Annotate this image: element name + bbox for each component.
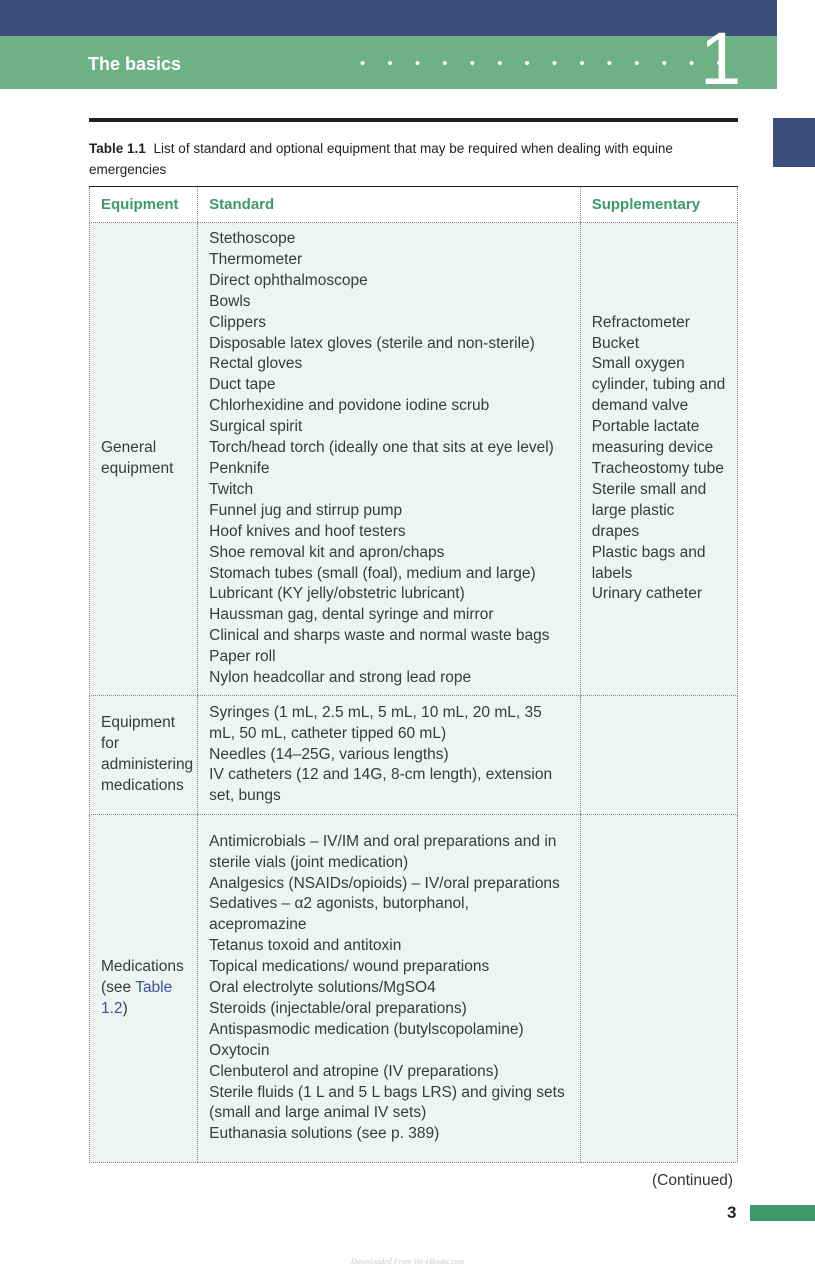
cell-item: Twitch — [209, 480, 254, 498]
table-row — [90, 696, 738, 815]
supplementary-cell — [580, 223, 737, 696]
header-supplementary: Supplementary — [580, 187, 737, 223]
cell-item: Bucket — [591, 334, 640, 352]
cell-item: Duct tape — [209, 376, 276, 394]
cell-item: Funnel jug and stirrup pump — [209, 501, 403, 519]
cell-item: Surgical spirit — [209, 418, 303, 436]
cell-item: Lubricant (KY jelly/obstetric lubricant) — [209, 585, 465, 603]
cell-item: Direct ophthalmoscope — [209, 271, 368, 289]
supplementary-cell — [580, 696, 737, 815]
top-color-band — [0, 0, 777, 36]
standard-cell — [198, 223, 581, 696]
cell-item: Sterile fluids (1 L and 5 L bags LRS) and giving sets (small and large animal IV sets) — [209, 1083, 565, 1122]
table-header-row — [90, 187, 738, 223]
cell-item: Nylon headcollar and strong lead rope — [209, 669, 472, 687]
page-number-bar — [750, 1205, 815, 1221]
cell-item: Steroids (injectable/oral preparations) — [209, 999, 467, 1017]
cell-item: Paper roll — [209, 648, 276, 666]
cell-item: Stethoscope — [209, 230, 296, 248]
header-dots: • • • • • • • • • • • • • • — [360, 55, 731, 72]
page-number: 3 — [727, 1203, 737, 1222]
cell-item: Topical medications/ wound preparations — [209, 958, 490, 976]
cell-item: Analgesics (NSAIDs/opioids) – IV/oral preparations — [209, 874, 560, 892]
table-reference-link[interactable]: Table 1.2 — [101, 979, 173, 1017]
cell-item: Clenbuterol and atropine (IV preparations) — [209, 1062, 499, 1080]
cell-item: Euthanasia solutions (see p. 389) — [209, 1125, 440, 1143]
equipment-table — [89, 186, 738, 1163]
cell-item: Rectal gloves — [209, 355, 303, 373]
cell-item: Bowls — [209, 292, 251, 310]
cell-item: Thermometer — [209, 250, 303, 268]
cell-item: Clinical and sharps waste and normal waste bags — [209, 627, 550, 645]
cell-item: Sedatives – α2 agonists, butorphanol, acepromazine — [209, 895, 469, 934]
equipment-cell: Equipment for administering medications — [90, 696, 198, 815]
chapter-title: The basics — [88, 54, 182, 74]
table-caption-label: Table 1.1 — [89, 141, 146, 156]
standard-cell — [198, 815, 581, 1163]
cell-item: Penknife — [209, 460, 270, 477]
cell-item: Tetanus toxoid and antitoxin — [209, 937, 402, 955]
chapter-side-tab — [773, 118, 815, 167]
table-caption — [89, 138, 738, 180]
table-top-rule — [89, 118, 738, 122]
cell-item: Syringes (1 mL, 2.5 mL, 5 mL, 10 mL, 20 mL, 35 mL, 50 mL, catheter tipped 60 mL) — [209, 703, 542, 742]
table-row — [90, 815, 738, 1163]
cell-item: Disposable latex gloves (sterile and non-sterile) — [209, 334, 535, 352]
cell-item: Oxytocin — [209, 1041, 270, 1059]
supplementary-cell — [580, 815, 737, 1163]
cell-item: Antispasmodic medication (butylscopolamine) — [209, 1020, 524, 1038]
table-caption-text: List of standard and optional equipment that may be required when dealing with equine emergencies — [89, 141, 673, 177]
cell-item: Sterile small and large plastic drapes — [591, 480, 707, 540]
cell-item: Chlorhexidine and povidone iodine scrub — [209, 397, 490, 415]
cell-item: IV catheters (12 and 14G, 8-cm length), extension set, bungs — [209, 766, 553, 805]
continued-note: (Continued) — [652, 1172, 733, 1189]
cell-item: Antimicrobials – IV/IM and oral preparations and in sterile vials (joint medication) — [209, 832, 557, 871]
cell-item: Hoof knives and hoof testers — [209, 522, 406, 540]
equipment-cell: General equipment — [90, 223, 198, 696]
cell-item: Stomach tubes (small (foal), medium and large) — [209, 564, 536, 582]
cell-item: Tracheostomy tube — [591, 460, 724, 477]
equipment-text: ) — [122, 999, 128, 1017]
cell-item: Haussman gag, dental syringe and mirror — [209, 606, 494, 624]
cell-item: Refractometer — [591, 313, 690, 331]
cell-item: Urinary catheter — [591, 585, 702, 603]
equipment-cell — [90, 815, 198, 1163]
standard-cell — [198, 696, 581, 815]
chapter-number: 1 — [700, 17, 742, 100]
table-row — [90, 223, 738, 696]
equipment-text: Medications (see — [101, 958, 184, 997]
cell-item: Plastic bags and labels — [591, 543, 706, 582]
cell-item: Small oxygen cylinder, tubing and demand valve — [591, 355, 726, 415]
cell-item: Portable lactate measuring device — [591, 418, 714, 457]
header-equipment: Equipment — [90, 187, 198, 223]
cell-item: Shoe removal kit and apron/chaps — [209, 543, 445, 561]
cell-item: Torch/head torch (ideally one that sits at eye level) — [209, 439, 554, 457]
cell-item: Needles (14–25G, various lengths) — [209, 745, 449, 763]
cell-item: Clippers — [209, 313, 267, 331]
watermark: Downloaded From Vet-eBooks.com — [350, 1257, 465, 1266]
cell-item: Oral electrolyte solutions/MgSO4 — [209, 979, 436, 997]
header-standard: Standard — [198, 187, 581, 223]
